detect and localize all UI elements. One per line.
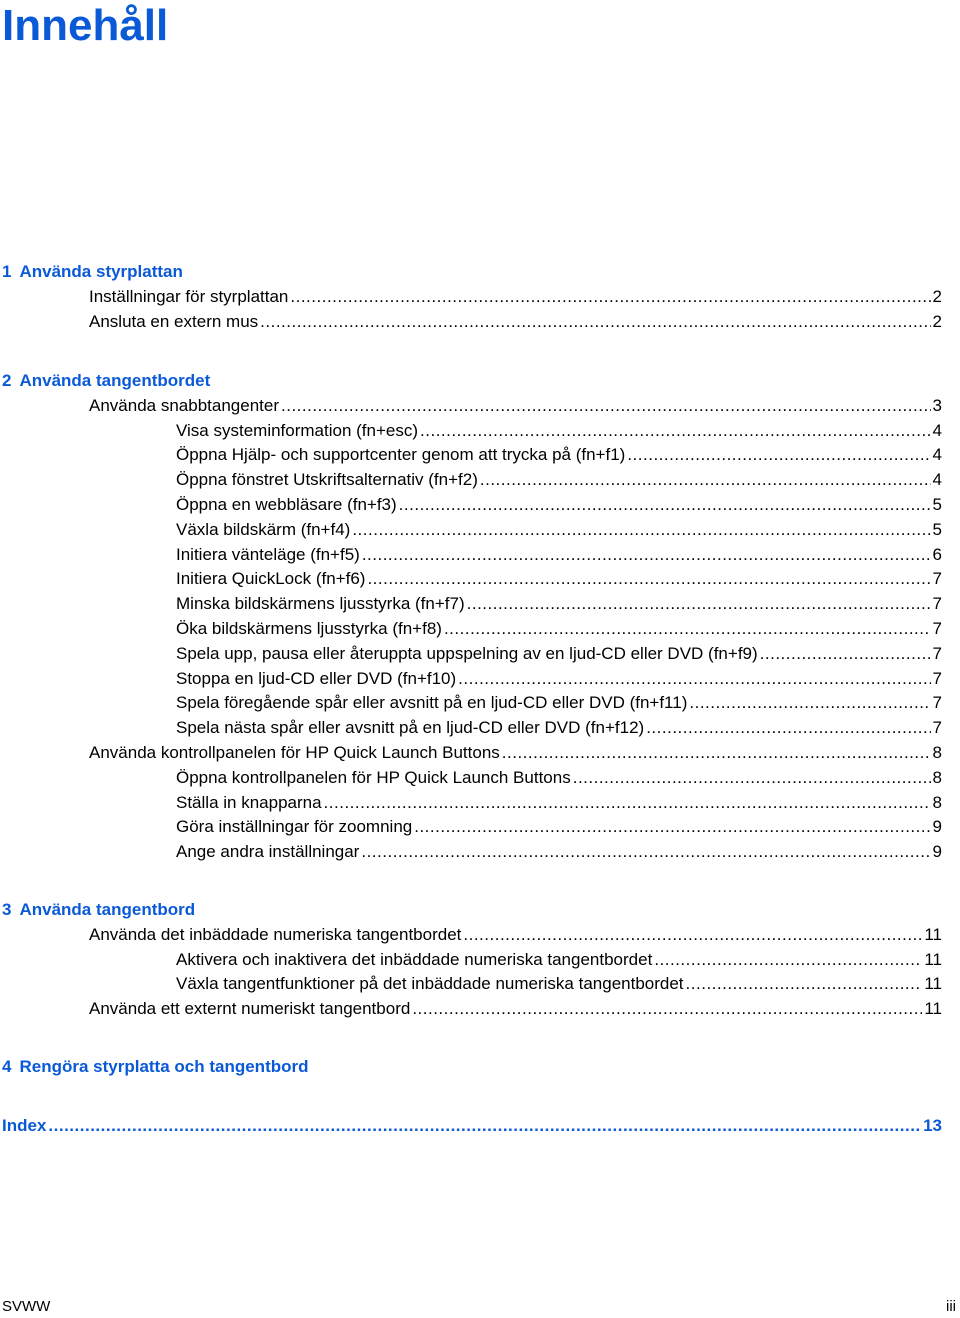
toc-entry-label: Inställningar för styrplattan (89, 286, 289, 306)
toc-entry-label: Öppna fönstret Utskriftsalternativ (fn+f2) (176, 470, 478, 490)
page-title: Innehåll (2, 1, 169, 50)
dot-leader (412, 998, 922, 1020)
toc-page-number: 11 (924, 999, 942, 1019)
toc-page-number: 3 (932, 395, 942, 415)
footer-page-number: iii (946, 1298, 956, 1315)
toc-entry[interactable] (89, 742, 942, 764)
toc-entry-label: Öppna Hjälp- och supportcenter genom att trycka på (fn+f1) (176, 445, 626, 465)
toc-entry-label: Göra inställningar för zoomning (176, 817, 413, 837)
dot-leader (463, 924, 922, 946)
index-page-number: 13 (923, 1116, 942, 1135)
dot-leader (290, 286, 930, 308)
toc-page-number: 8 (932, 767, 942, 787)
toc-entry[interactable] (89, 998, 942, 1020)
chapter-number: 4 (2, 1057, 12, 1076)
dot-leader (352, 519, 930, 541)
toc-entry-label: Växla bildskärm (fn+f4) (176, 519, 351, 539)
toc-entry[interactable] (176, 618, 942, 640)
toc-index-entry[interactable] (2, 1115, 942, 1137)
toc-page-number: 5 (932, 519, 942, 539)
dot-leader (362, 544, 931, 566)
toc-entry[interactable] (176, 420, 942, 442)
toc-entry[interactable] (176, 519, 942, 541)
toc-entry[interactable] (89, 395, 942, 417)
toc-entry-label: Öka bildskärmens ljusstyrka (fn+f8) (176, 619, 442, 638)
toc-entry[interactable] (176, 494, 942, 516)
toc-page-number: 11 (924, 949, 942, 969)
index-label: Index (2, 1116, 47, 1135)
dot-leader (502, 742, 931, 764)
chapter-title: Använda tangentbord (19, 900, 196, 919)
dot-leader (689, 692, 930, 714)
toc-page-number: 7 (932, 619, 942, 638)
dot-leader (281, 395, 931, 417)
dot-leader (458, 668, 930, 690)
dot-leader (646, 717, 930, 739)
chapter-title: Rengöra styrplatta och tangentbord (19, 1057, 309, 1076)
dot-leader (399, 494, 931, 516)
dot-leader (573, 767, 931, 789)
dot-leader (414, 816, 930, 838)
toc-page-number: 2 (932, 311, 942, 331)
dot-leader (654, 949, 922, 971)
chapter-heading[interactable] (2, 1056, 309, 1078)
toc-page-number: 8 (932, 792, 942, 812)
toc-page-number: 5 (932, 495, 942, 514)
chapter-number: 2 (2, 371, 12, 390)
chapter-heading[interactable] (2, 899, 195, 921)
dot-leader (444, 618, 931, 640)
toc-page-number: 4 (932, 445, 942, 465)
chapter-title: Använda tangentbordet (19, 371, 211, 390)
dot-leader (467, 593, 931, 615)
toc-page-number: 9 (932, 817, 942, 837)
toc-entry-label: Stoppa en ljud-CD eller DVD (fn+f10) (176, 668, 457, 688)
toc-entry[interactable] (89, 286, 942, 308)
dot-leader (48, 1115, 921, 1137)
toc-entry[interactable] (176, 643, 942, 665)
toc-page-number: 11 (924, 924, 942, 944)
toc-entry[interactable] (176, 469, 942, 491)
toc-entry-label: Använda det inbäddade numeriska tangentbordet (89, 924, 462, 944)
toc-entry[interactable] (176, 841, 942, 863)
toc-page-number: 7 (932, 569, 942, 589)
dot-leader (324, 792, 931, 814)
toc-page-number: 4 (932, 470, 942, 490)
toc-entry[interactable] (176, 593, 942, 615)
toc-entry[interactable] (176, 973, 942, 995)
footer-doc-id: SVWW (2, 1298, 51, 1315)
toc-entry-label: Använda ett externt numeriskt tangentbord (89, 999, 411, 1019)
dot-leader (760, 643, 931, 665)
toc-entry[interactable] (176, 816, 942, 838)
dot-leader (260, 311, 930, 333)
toc-entry-label: Ange andra inställningar (176, 842, 360, 862)
toc-entry[interactable] (176, 767, 942, 789)
toc-page-number: 8 (932, 743, 942, 762)
toc-page-number: 6 (932, 544, 942, 564)
toc-entry[interactable] (176, 668, 942, 690)
dot-leader (367, 568, 930, 590)
dot-leader (686, 973, 923, 995)
toc-page-number: 7 (932, 594, 942, 614)
toc-entry-label: Ställa in knapparna (176, 792, 322, 812)
toc-page-number: 2 (932, 286, 942, 306)
chapter-title: Använda styrplattan (19, 262, 183, 281)
toc-entry[interactable] (176, 792, 942, 814)
toc-entry-label: Initiera vänteläge (fn+f5) (176, 544, 360, 564)
chapter-number: 3 (2, 900, 12, 919)
toc-entry[interactable] (176, 444, 942, 466)
toc-entry[interactable] (89, 311, 942, 333)
toc-entry-label: Visa systeminformation (fn+esc) (176, 420, 419, 440)
toc-entry-label: Öppna kontrollpanelen för HP Quick Launch Buttons (176, 767, 571, 787)
toc-entry[interactable] (176, 568, 942, 590)
toc-page-number: 7 (932, 693, 942, 713)
toc-entry-label: Ansluta en extern mus (89, 311, 259, 331)
toc-entry-label: Använda kontrollpanelen för HP Quick Launch Buttons (89, 743, 500, 762)
toc-page-number: 7 (932, 668, 942, 688)
toc-entry[interactable] (89, 924, 942, 946)
toc-entry-label: Växla tangentfunktioner på det inbäddade numeriska tangentbordet (176, 974, 684, 994)
dot-leader (361, 841, 930, 863)
dot-leader (627, 444, 930, 466)
toc-entry-label: Aktivera och inaktivera det inbäddade numeriska tangentbordet (176, 949, 653, 969)
chapter-number: 1 (2, 262, 12, 281)
toc-page-number: 11 (924, 974, 942, 994)
toc-entry-label: Initiera QuickLock (fn+f6) (176, 569, 366, 589)
toc-entry-label: Minska bildskärmens ljusstyrka (fn+f7) (176, 594, 465, 614)
toc-page-number: 4 (932, 420, 942, 440)
toc-entry[interactable] (176, 717, 942, 739)
dot-leader (420, 420, 931, 442)
toc-page-number: 7 (932, 643, 942, 663)
chapter-heading[interactable] (2, 261, 183, 283)
toc-entry-label: Spela föregående spår eller avsnitt på en ljud-CD eller DVD (fn+f11) (176, 693, 688, 713)
toc-entry-label: Öppna en webbläsare (fn+f3) (176, 495, 397, 514)
toc-entry[interactable] (176, 544, 942, 566)
chapter-heading[interactable] (2, 370, 210, 392)
toc-entry[interactable] (176, 949, 942, 971)
toc-entry-label: Spela upp, pausa eller återuppta uppspelning av en ljud-CD eller DVD (fn+f9) (176, 643, 758, 663)
toc-entry[interactable] (176, 692, 942, 714)
toc-page-number: 7 (932, 718, 942, 738)
toc-page-number: 9 (932, 842, 942, 862)
dot-leader (480, 469, 931, 491)
toc-entry-label: Spela nästa spår eller avsnitt på en ljud-CD eller DVD (fn+f12) (176, 718, 645, 738)
toc-entry-label: Använda snabbtangenter (89, 395, 279, 415)
